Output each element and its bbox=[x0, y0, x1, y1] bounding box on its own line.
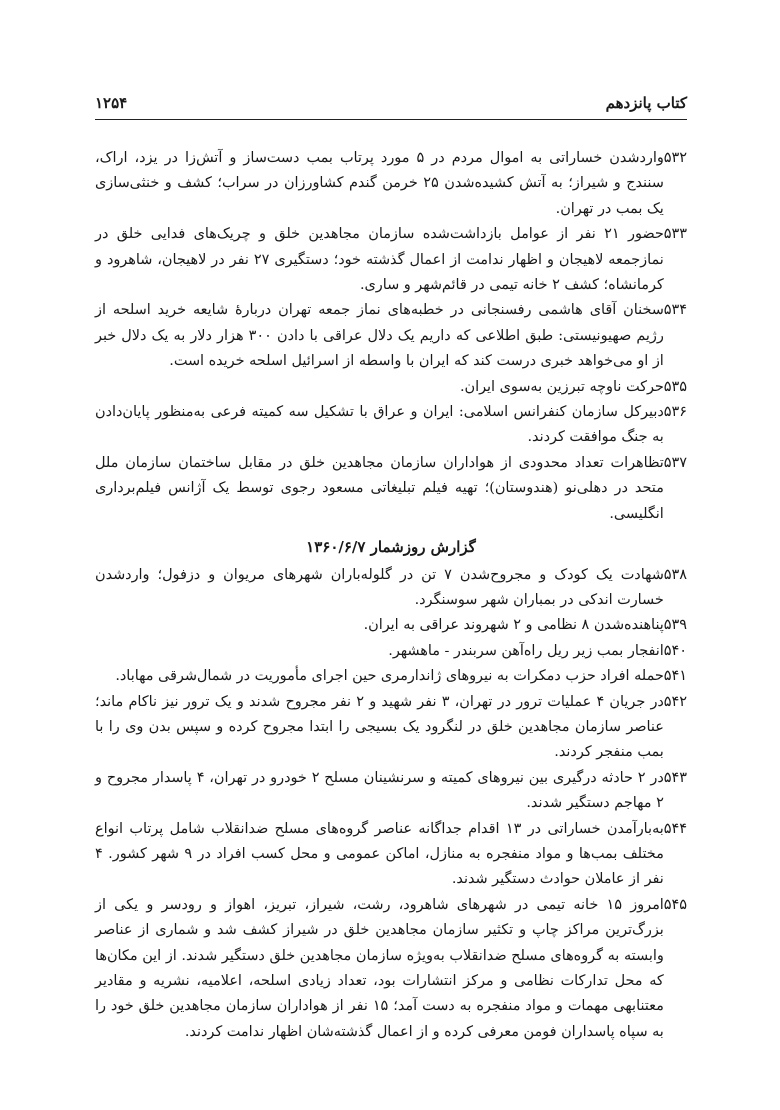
entry-text: حرکت ناوچه تبرزین به‌سوی ایران. bbox=[459, 378, 664, 395]
entry-number: ۵۳۵ bbox=[663, 378, 687, 395]
entry-text: در ۲ حادثه درگیری بین نیروهای کمیته و سرنشینان مسلح ۲ خودرو در تهران، ۴ پاسدار مجروح و ۲ مهاجم دستگیر شدند. bbox=[95, 769, 664, 812]
entry bbox=[95, 146, 687, 222]
entry-text: شهادت یک کودک و مجروح‌شدن ۷ تن در گلوله‌باران شهرهای مریوان و دزفول؛ واردشدن خسارت اندکی در بمباران شهر سوسنگرد. bbox=[95, 566, 664, 608]
page-content bbox=[95, 146, 687, 1045]
entry bbox=[95, 451, 687, 527]
page-header bbox=[95, 86, 687, 112]
entry-text: امروز ۱۵ خانه تیمی در شهرهای شاهرود، رشت، شیراز، تبریز، اهواز و رودسر و یکی از بزرگ‌ترین مراکز چاپ و تکثیر سازمان مجاهدین خلق در شیراز کشف شد و شماری از عناصر وابسته به گروه‌های مسلح ضدانقلاب به‌ویژه سازمان مجاهدین خلق دستگیر شدند. از این مکان‌ها که محل تدارکات نظامی و مرکز انتشارات بود، تعداد زیادی اسلحه، اعلامیه، نشریه و مقادیر معتنابهی مهمات و مواد منفجره به دست آمد؛ ۱۵ نفر از هواداران سازمان مجاهدین خلق خود را به سپاه پاسداران فومن معرفی کرده و از اعمال گذشته‌شان اظهار ندامت کردند. bbox=[95, 896, 664, 1040]
entry-text: تظاهرات تعداد محدودی از هواداران سازمان مجاهدین خلق در مقابل ساختمان سازمان ملل متحد در دهلی‌نو (هندوستان)؛ تهیه فیلم تبلیغاتی مسعود رجوی توسط یک آژانس فیلم‌برداری انگلیسی. bbox=[95, 454, 664, 522]
entry bbox=[95, 563, 687, 614]
entry bbox=[95, 817, 687, 893]
entry-number: ۵۳۸ bbox=[663, 566, 687, 583]
entry-text: حمله افراد حزب دمکرات به نیروهای ژاندارمری حین اجرای مأموریت در شمال‌شرقی مهاباد. bbox=[115, 668, 664, 685]
entry-number: ۵۴۵ bbox=[663, 896, 687, 913]
entry bbox=[95, 298, 687, 374]
header-rule bbox=[95, 119, 687, 120]
entry-number: ۵۳۷ bbox=[663, 454, 687, 471]
entry-text: به‌بارآمدن خساراتی در ۱۳ اقدام جداگانه عناصر گروه‌های مسلح ضدانقلاب شامل پرتاب انواع مختلف بمب‌ها و مواد منفجره به منازل، اماکن عمومی و محل کسب افراد در ۹ شهر کشور. ۴ نفر از عاملان حوادث دستگیر شدند. bbox=[95, 820, 664, 888]
entry-number: ۵۳۴ bbox=[663, 302, 687, 319]
entry bbox=[95, 893, 687, 1045]
entry bbox=[95, 613, 687, 638]
section-heading: گزارش روزشمار ۱۳۶۰/۶/۷ bbox=[306, 538, 476, 557]
entry-text: سخنان آقای هاشمی رفسنجانی در خطبه‌های نماز جمعه تهران دربارهٔ شایعه خرید اسلحه از رژیم صهیونیستی: طبق اطلاعی که داریم یک دلال عراقی با دادن ۳۰۰ هزار دلار به یک دلال خبر از او می‌خواهد خبری درست کند که ایران با واسطه از اسرائیل اسلحه خریده است. bbox=[95, 302, 664, 370]
entry-text: حضور ۲۱ نفر از عوامل بازداشت‌شده سازمان مجاهدین خلق و چریک‌های فدایی خلق در نمازجمعه لاهیجان و اظهار ندامت از اعمال گذشته خود؛ دستگیری ۲۷ نفر در لاهیجان، شاهرود و کرمانشاه؛ کشف ۲ خانه تیمی در قائم‌شهر و ساری. bbox=[95, 226, 664, 294]
entry-text: پناهنده‌شدن ۸ نظامی و ۲ شهروند عراقی به ایران. bbox=[363, 617, 664, 634]
entry-number: ۵۴۳ bbox=[663, 769, 687, 786]
entry-number: ۵۴۲ bbox=[663, 693, 687, 710]
entry bbox=[95, 690, 687, 766]
entry bbox=[95, 664, 687, 689]
entry-number: ۵۳۲ bbox=[663, 150, 687, 166]
entry bbox=[95, 222, 687, 298]
entry-number: ۵۴۱ bbox=[663, 668, 687, 685]
entry-number: ۵۴۴ bbox=[663, 820, 687, 837]
entry-number: ۵۳۶ bbox=[663, 404, 687, 421]
entry-text: دبیرکل سازمان کنفرانس اسلامی: ایران و عراق با تشکیل سه کمیته فرعی به‌منظور پایان‌دادن به جنگ موافقت کردند. bbox=[95, 404, 664, 446]
entry-number: ۵۳۹ bbox=[663, 617, 687, 634]
entry-number: ۵۳۳ bbox=[663, 226, 687, 243]
entry bbox=[95, 375, 687, 400]
page-number: ۱۲۵۴ bbox=[95, 94, 128, 112]
book-title: کتاب پانزدهم bbox=[605, 94, 687, 112]
entry bbox=[95, 400, 687, 451]
entry-text: واردشدن خساراتی به اموال مردم در ۵ مورد پرتاب بمب دست‌ساز و آتش‌زا در یزد، اراک، سنندج و شیراز؛ به آتش کشیده‌شدن ۲۵ خرمن گندم کشاورزان در سراب؛ کشف و خنثی‌سازی یک بمب در تهران. bbox=[95, 150, 664, 217]
entry-text: انفجار بمب زیر ریل راه‌آهن سربندر - ماهشهر. bbox=[388, 642, 664, 659]
entry bbox=[95, 639, 687, 664]
entry bbox=[95, 766, 687, 817]
entry-text: در جریان ۴ عملیات ترور در تهران، ۳ نفر شهید و ۲ نفر مجروح شدند و یک ترور نیز ناکام ماند؛ عناصر سازمان مجاهدین خلق در لنگرود یک بسیجی را ابتدا مجروح کرده و سپس بدن وی را با بمب منفجر کردند. bbox=[95, 693, 664, 761]
entry-number: ۵۴۰ bbox=[663, 642, 687, 659]
